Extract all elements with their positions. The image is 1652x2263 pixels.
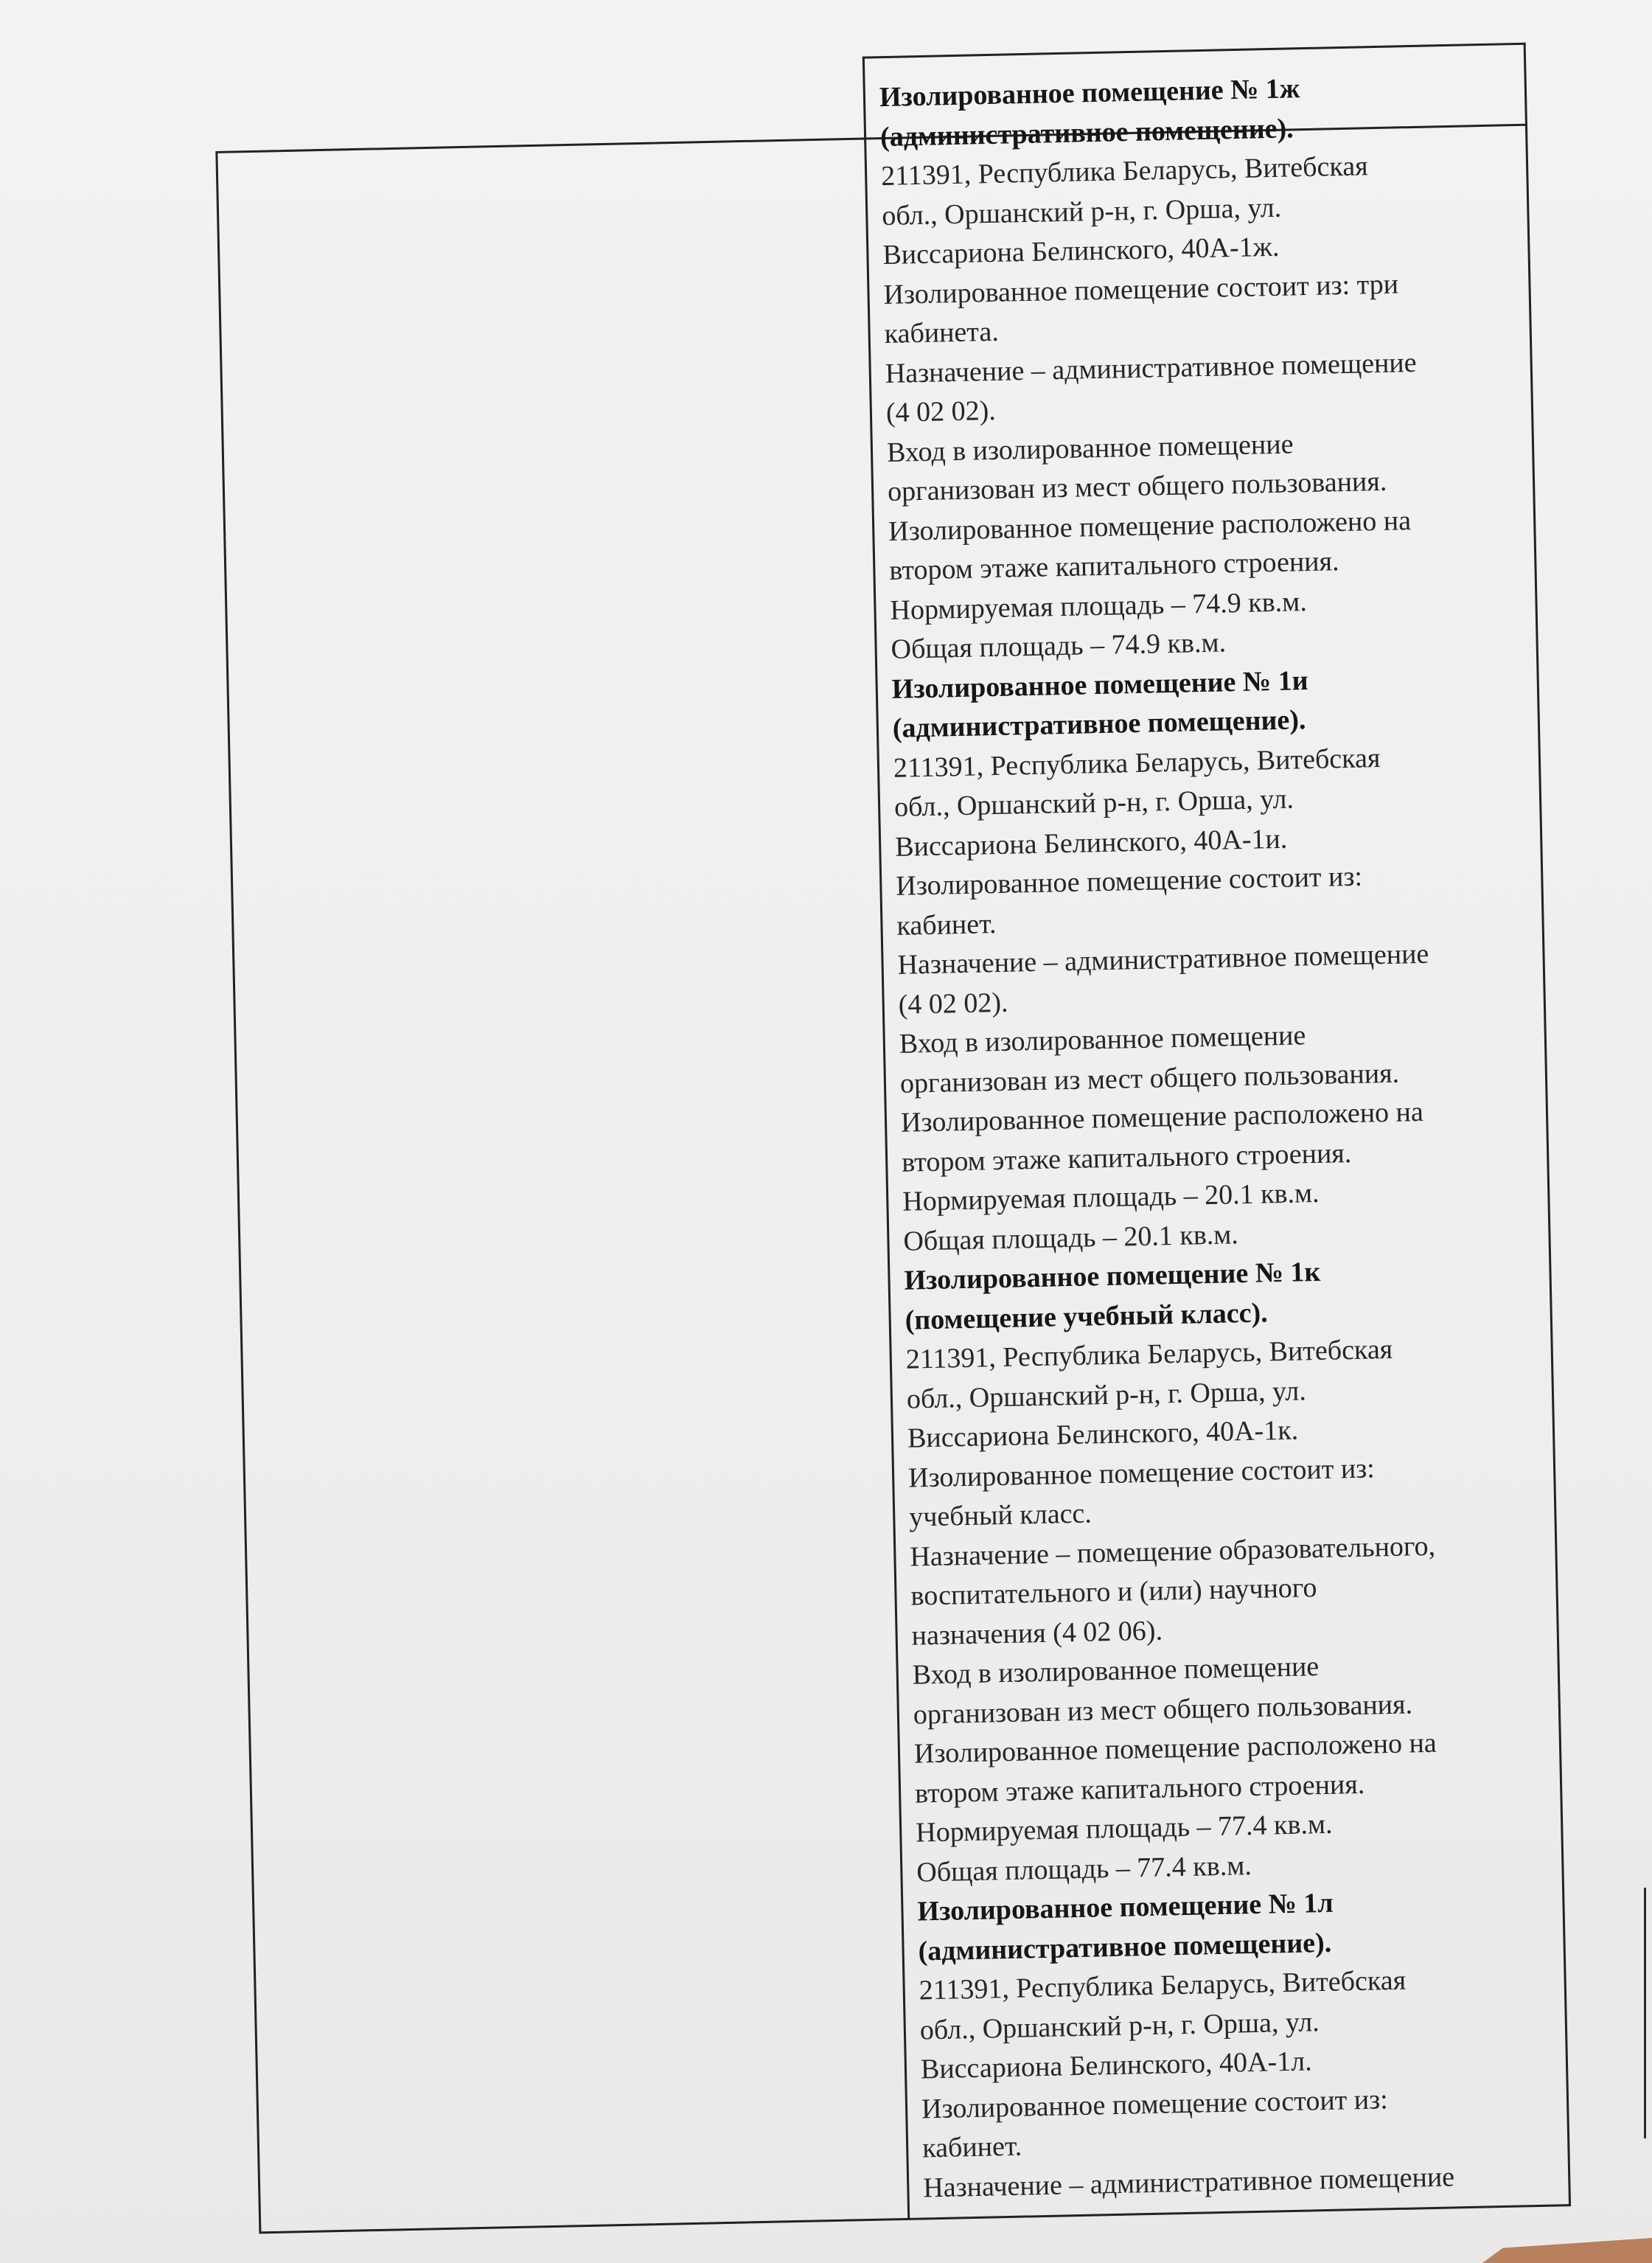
text-line: кабинета. bbox=[884, 316, 1000, 350]
text-line: 211391, Республика Беларусь, Витебская bbox=[893, 742, 1381, 784]
section-heading-line: Изолированное помещение № 1к bbox=[904, 1256, 1321, 1296]
text-line: кабинет. bbox=[896, 908, 997, 942]
text-line: организован из мест общего пользования. bbox=[887, 465, 1387, 507]
section-heading-line: (помещение учебный класс). bbox=[905, 1296, 1269, 1336]
text-line: Вход в изолированное помещение bbox=[899, 1020, 1306, 1060]
text-line: Общая площадь – 74.9 кв.м. bbox=[891, 627, 1227, 665]
text-line: втором этаже капитального строения. bbox=[914, 1768, 1365, 1810]
text-line: назначения (4 02 06). bbox=[911, 1615, 1163, 1652]
text-line: Виссариона Белинского, 40А-1ж. bbox=[882, 231, 1280, 271]
section-heading-line: Изолированное помещение № 1ж bbox=[879, 73, 1300, 114]
text-line: организован из мест общего пользования. bbox=[913, 1688, 1413, 1731]
text-line: Назначение – помещение образовательного, bbox=[909, 1530, 1436, 1573]
text-line: 211391, Республика Беларусь, Витебская bbox=[919, 1964, 1407, 2006]
text-line: Нормируемая площадь – 77.4 кв.м. bbox=[915, 1808, 1333, 1849]
text-line: кабинет. bbox=[921, 2130, 1022, 2164]
text-line: обл., Оршанский р-н, г. Орша, ул. bbox=[906, 1374, 1307, 1415]
text-line: Вход в изолированное помещение bbox=[886, 428, 1294, 468]
text-line: Виссариона Белинского, 40А-1к. bbox=[907, 1414, 1299, 1454]
text-line: Виссариона Белинского, 40А-1и. bbox=[894, 823, 1288, 863]
text-line: 211391, Республика Беларусь, Витебская bbox=[905, 1333, 1393, 1375]
right-cell-description bbox=[879, 65, 1557, 2208]
text-line: Нормируемая площадь – 20.1 кв.м. bbox=[902, 1177, 1320, 1217]
section-heading-line: (административное помещение). bbox=[879, 112, 1294, 153]
section-heading-line: Изолированное помещение № 1л bbox=[917, 1887, 1334, 1927]
text-line: Нормируемая площадь – 74.9 кв.м. bbox=[890, 585, 1308, 626]
text-line: (4 02 02). bbox=[898, 987, 1008, 1021]
adjacent-page-edge bbox=[1644, 1888, 1646, 2138]
text-line: (4 02 02). bbox=[885, 394, 997, 428]
text-line: учебный класс. bbox=[908, 1498, 1092, 1533]
text-line: обл., Оршанский р-н, г. Орша, ул. bbox=[919, 2006, 1320, 2046]
text-line: обл., Оршанский р-н, г. Орша, ул. bbox=[881, 192, 1282, 232]
left-cell-empty bbox=[217, 140, 905, 2218]
section-heading-line: (административное помещение). bbox=[892, 704, 1306, 744]
text-line: Изолированное помещение состоит из: bbox=[907, 1452, 1376, 1494]
text-line: Виссариона Белинского, 40А-1л. bbox=[920, 2045, 1313, 2085]
text-line: Изолированное помещение расположено на bbox=[888, 504, 1412, 547]
section-heading-line: Изолированное помещение № 1и bbox=[891, 664, 1308, 705]
text-line: Изолированное помещение состоит из: bbox=[921, 2083, 1389, 2124]
text-line: Изолированное помещение состоит из: bbox=[895, 861, 1363, 902]
text-line: Общая площадь – 20.1 кв.м. bbox=[903, 1218, 1239, 1257]
text-line: 211391, Республика Беларусь, Витебская bbox=[880, 150, 1368, 192]
text-line: Изолированное помещение расположено на bbox=[900, 1096, 1424, 1139]
text-line: воспитательного и (или) научного bbox=[910, 1572, 1317, 1612]
text-line: организован из мест общего пользования. bbox=[899, 1057, 1400, 1099]
text-line: обл., Оршанский р-н, г. Орша, ул. bbox=[893, 783, 1294, 823]
text-line: Изолированное помещение состоит из: три bbox=[883, 268, 1399, 310]
text-line: Назначение – административное помещение bbox=[922, 2161, 1455, 2203]
text-line: Изолированное помещение расположено на bbox=[913, 1727, 1437, 1770]
document-table bbox=[214, 43, 1569, 2203]
text-line: Назначение – административное помещение bbox=[885, 347, 1417, 389]
text-line: Вход в изолированное помещение bbox=[912, 1651, 1320, 1691]
section-heading-line: (административное помещение). bbox=[918, 1927, 1332, 1967]
text-line: втором этаже капитального строения. bbox=[901, 1137, 1352, 1178]
text-line: Назначение – административное помещение bbox=[897, 938, 1429, 981]
text-line: Общая площадь – 77.4 кв.м. bbox=[916, 1849, 1252, 1888]
text-line: втором этаже капитального строения. bbox=[888, 546, 1339, 586]
